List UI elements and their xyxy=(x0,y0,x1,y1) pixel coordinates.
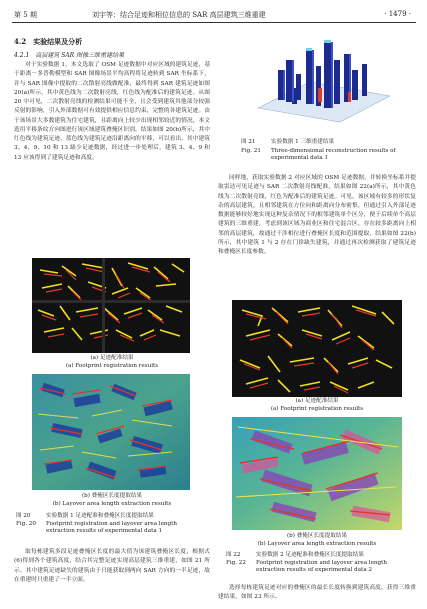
figure-21-image xyxy=(248,30,398,130)
figure-20-caption-en xyxy=(16,521,210,535)
figure-22a-image xyxy=(232,300,402,397)
figure-21-caption-en xyxy=(241,148,417,162)
body-paragraph-3: 同样地，获取实验数据 2 对应区域的 OSM 足迹数据，并转换坐标系并提取雷达可见足迹与 SAR 二次散射亮线配准，结果如图 22(a)所示，其中黄色线为二次散射亮线，红色为配准后的建筑足迹。可见，该区域有较多的形状复杂的高层建筑，且相邻建筑在方位向和距离向分布密集，但通过引入外部足迹数据能够较好地实现这种复杂情况下的相邻建筑单个区分，便于后续单个高层建筑的三维重建。考虑到该区域为商业区和住宅混合区，存在较多距离向上相邻的高层建筑，故通过干涉相位进行叠掩区长度和范围提取，结果如图 22(b)所示，其中建筑 1 与 2 存在门诊缺失建筑，并通过再次检测获取了建筑足迹和叠掩区长度参数。 xyxy=(218,175,416,255)
figure-22b-caption-en: (b) Layover area length extraction results xyxy=(257,541,377,547)
figure-21-label-cn: 图 21 xyxy=(241,139,256,145)
figure-22a-caption-cn: (a) 足迹配准结果 xyxy=(295,398,339,404)
figure-22-label-cn: 图 22 xyxy=(226,552,241,558)
figure-21-title-en: Three-dimensional reconstruction results of experimental data 1 xyxy=(271,148,396,162)
section-heading: 4.2 实验结果及分析 xyxy=(14,37,83,46)
body-paragraph-2: 取每栋建筑多段足迹叠掩区长度的最大值为该建筑叠掩区长度，根据式(6)得到各个建筑高度，结合其完整足迹实现高层建筑三维重建，如图 21 所示。其中建筑足迹缺失的建筑由于只能获取到两向 SAR 方向的一半足迹，故在重建时只重建了一半立面。 xyxy=(14,549,210,583)
figure-22-title-cn: 实验数据 2 足迹配准和叠掩区长度提取结果 xyxy=(256,552,364,558)
figure-22-label-en: Fig. 22 xyxy=(226,560,246,566)
figure-20-title-en: Footprint registration and layover area length extraction results of experimental data 1 xyxy=(46,521,177,535)
running-title: 刘宇等：结合足迹和相位信息的 SAR 高层建筑三维重建 xyxy=(92,11,266,19)
figure-20a-image xyxy=(32,258,190,353)
figure-21-title-cn: 实验数据 1 三维重建结果 xyxy=(271,139,335,145)
figure-22b-caption-cn: (b) 叠掩区长度提取结果 xyxy=(286,533,348,539)
figure-21-caption-cn xyxy=(241,139,417,146)
figure-22-caption-en xyxy=(226,560,416,574)
subsection-heading: 4.2.1 高层建筑 SAR 图像三维重建结果 xyxy=(14,52,125,59)
figure-20-label-en: Fig. 20 xyxy=(16,521,36,527)
figure-20a-caption-cn: (a) 足迹配准结果 xyxy=(90,355,134,361)
figure-20b-caption-en: (b) Layover area length extraction results xyxy=(52,501,172,507)
figure-21-label-en: Fig. 21 xyxy=(241,148,261,154)
figure-20b-image xyxy=(32,374,190,490)
figure-22a-caption-en: (a) Footprint registration results xyxy=(270,406,364,412)
body-paragraph-4: 选择每栋建筑足迹对应的叠掩区的最长长度转换到建筑高度，获得三维重建结果，如图 23 所示。 xyxy=(218,585,416,601)
figure-20-label-cn: 图 20 xyxy=(16,513,31,519)
issue-number: 第 5 期 xyxy=(14,11,37,19)
header-rule xyxy=(12,22,416,23)
figure-22-title-en: Footprint registration and layover area length extraction results of experimental data 2 xyxy=(256,560,387,574)
figure-20-caption-cn xyxy=(16,513,210,520)
figure-20-title-cn: 实验数据 1 足迹配准和叠掩区长度提取结果 xyxy=(46,513,154,519)
figure-22b-image xyxy=(232,417,402,530)
figure-20b-caption-cn: (b) 叠掩区长度提取结果 xyxy=(81,493,143,499)
figure-20a-caption-en: (a) Footprint registration results xyxy=(65,363,159,369)
body-paragraph: 对于实验数据 1，本文选取了 OSM 足迹数据中对应区域的建筑足迹，基于距离－多普勒模型和 SAR 图像场景平均高程将足迹转到 SAR 坐标系下，并与 SAR 图像中提取的二次散射亮线做配准，最终得到 SAR 建筑足迹如图 20(a)所示，其中黄色线为二次散射亮线，红色线为配准后的建筑足迹。从图 20 中可见，二次散射亮线的检测结果可能不全，且会受到建筑其他部分较强反射的影响，引入外部数据可有效提供相应信息约束，完整的各建筑足迹。由于该场景大多数建筑为住宅建筑，且距离向上较少出现相邻较近的情况，本文选用平移条纹方向图进行该区域建筑叠掩区识别，结果如图 20(b)所示，其中红色线为建筑足迹，蓝色线为建筑足迹沿距离向的平移，可以看出，其中建筑 3、4、9、10 和 13 缺少足迹数据，经过进一步处理后，建筑 3、4、9 和 13 应该得到了建筑足迹和高度。 xyxy=(14,62,210,161)
figure-22-caption-cn xyxy=(226,552,416,559)
page-number: · 1479 · xyxy=(384,10,411,18)
